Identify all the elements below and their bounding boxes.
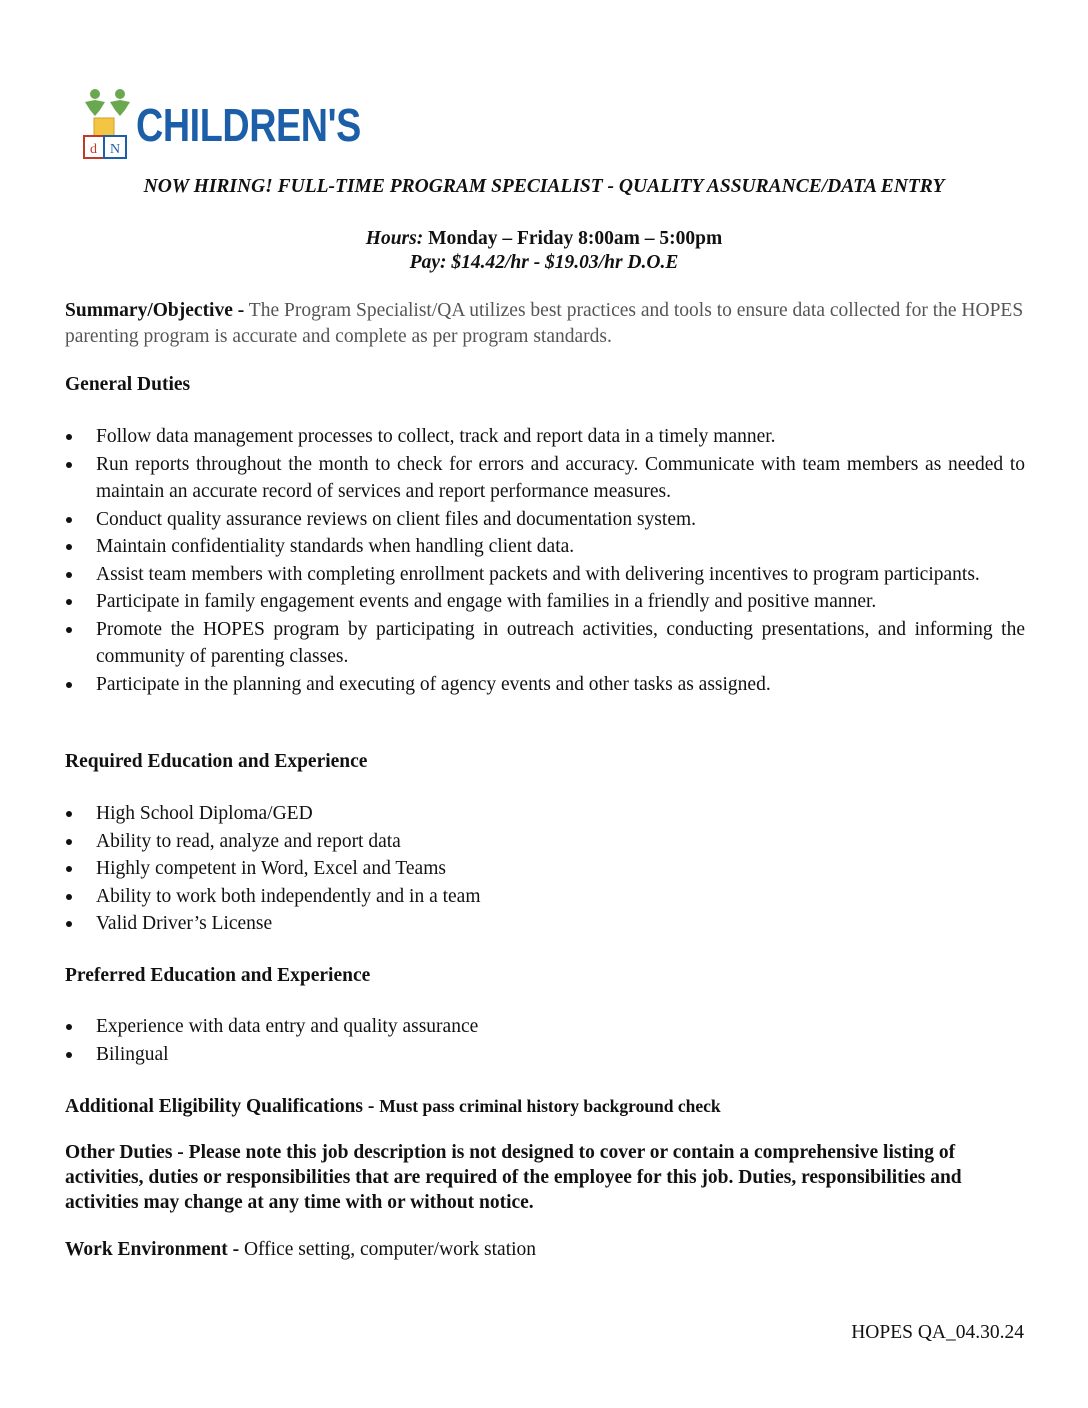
list-item: Assist team members with completing enrollment packets and with delivering incentives to program participants. xyxy=(65,561,1025,589)
svg-text:N: N xyxy=(110,142,121,157)
other-duties-paragraph: Other Duties - Please note this job description is not designed to cover or contain a comprehensive listing of activities, duties or responsibilities that are required of the employee for this job. Duties, responsibilities and activities may change at any time with or without notice. xyxy=(65,1142,962,1213)
summary-text: The Program Specialist/QA utilizes best practices and tools to ensure data collected for the HOPES parenting program is accurate and complete as per program standards. xyxy=(65,300,1024,347)
list-item: Maintain confidentiality standards when handling client data. xyxy=(65,533,1025,561)
general-duties-list xyxy=(65,423,1025,698)
list-item: Follow data management processes to collect, track and report data in a timely manner. xyxy=(65,423,1025,451)
required-heading: Required Education and Experience xyxy=(65,751,368,772)
list-item: Participate in family engagement events and engage with families in a friendly and positive manner. xyxy=(65,588,1025,616)
list-item: Ability to work both independently and in a team xyxy=(65,883,1025,911)
work-environment-text: Office setting, computer/work station xyxy=(243,1239,537,1260)
list-item: Valid Driver’s License xyxy=(65,910,1025,938)
general-duties-heading: General Duties xyxy=(65,374,191,395)
hours-value: Monday – Friday 8:00am – 5:00pm xyxy=(428,228,723,249)
work-environment-label: Work Environment - xyxy=(65,1239,240,1260)
list-item: High School Diploma/GED xyxy=(65,800,1025,828)
posting-title: NOW HIRING! FULL-TIME PROGRAM SPECIALIST - QUALITY ASSURANCE/DATA ENTRY xyxy=(143,176,945,197)
hours-label: Hours: xyxy=(365,228,424,249)
childrens-logo xyxy=(80,88,361,168)
preferred-list xyxy=(65,1013,1025,1068)
summary-label: Summary/Objective - xyxy=(65,300,245,321)
list-item: Run reports throughout the month to check for errors and accuracy. Communicate with team members as needed to maintain an accurate record of services and report performance measures. xyxy=(65,451,1025,506)
list-item: Promote the HOPES program by participating in outreach activities, conducting presentations, and informing the community of parenting classes. xyxy=(65,616,1025,671)
list-item: Highly competent in Word, Excel and Teams xyxy=(65,855,1025,883)
list-item: Conduct quality assurance reviews on client files and documentation system. xyxy=(65,506,1025,534)
additional-label: Additional Eligibility Qualifications - xyxy=(65,1096,375,1117)
additional-text: Must pass criminal history background check xyxy=(379,1096,721,1116)
logo-wordmark: CHILDREN'S xyxy=(136,99,361,151)
list-item: Ability to read, analyze and report data xyxy=(65,828,1025,856)
work-environment xyxy=(65,1237,1025,1263)
children-blocks-icon xyxy=(80,88,140,168)
summary-paragraph xyxy=(65,298,1025,350)
document-code: HOPES QA_04.30.24 xyxy=(851,1322,1024,1343)
required-list xyxy=(65,800,1025,938)
pay-line: Pay: $14.42/hr - $19.03/hr D.O.E xyxy=(409,252,679,273)
svg-text:d: d xyxy=(90,142,97,157)
list-item: Participate in the planning and executing of agency events and other tasks as assigned. xyxy=(65,671,1025,699)
list-item: Experience with data entry and quality assurance xyxy=(65,1013,1025,1041)
additional-eligibility xyxy=(65,1093,1025,1120)
list-item: Bilingual xyxy=(65,1041,1025,1069)
hours-line xyxy=(0,228,1088,250)
preferred-heading: Preferred Education and Experience xyxy=(65,965,371,986)
